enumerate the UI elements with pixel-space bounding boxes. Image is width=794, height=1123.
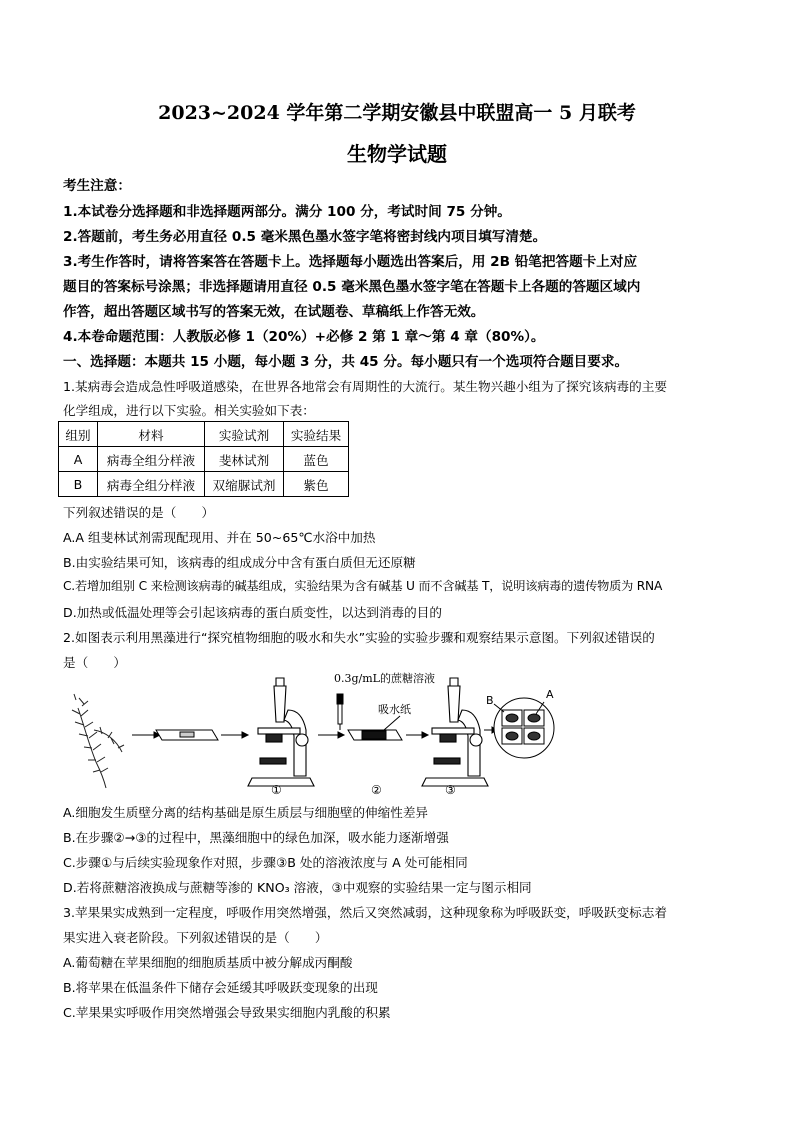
process-arrow: [318, 732, 344, 738]
table-cell: 双缩脲试剂: [205, 472, 284, 497]
q1-option-c: C.若增加组别 C 来检测该病毒的碱基组成，实验结果为含有碱基 U 而不含碱基 T，说明该病毒的遗传物质为 RNA: [63, 579, 663, 593]
process-arrow: [406, 732, 428, 738]
step-label-2: ②: [371, 783, 382, 796]
table-row: [59, 472, 349, 497]
notice-item: 2.答题前，考生务必用直径 0.5 毫米黑色墨水签字笔将密封线内项目填写清楚。: [63, 229, 547, 245]
table-header-row: [59, 422, 349, 447]
notice-heading: 考生注意：: [63, 178, 131, 194]
table-cell: 病毒全组分样液: [98, 472, 205, 497]
step-label-3: ③: [445, 783, 456, 796]
microscope-3-image: [422, 678, 488, 786]
table-header-cell: 实验结果: [284, 422, 349, 447]
absorbent-paper-label: 吸水纸: [378, 703, 411, 716]
q1-option-d: D.加热或低温处理等会引起该病毒的蛋白质变性，以达到消毒的目的: [63, 605, 442, 620]
notice-item: 3.考生作答时，请将答案答在答题卡上。选择题每小题选出答案后，用 2B 铅笔把答题卡上对应: [63, 254, 638, 270]
section-heading: 一、选择题：本题共 15 小题，每小题 3 分，共 45 分。每小题只有一个选项符合题目要求。: [63, 354, 629, 370]
table-cell: 蓝色: [284, 447, 349, 472]
q3-option-c: C.苹果果实呼吸作用突然增强会导致果实细胞内乳酸的积累: [63, 1005, 391, 1020]
microscope-slide-image: [156, 730, 218, 740]
q2-stem-line: 2.如图表示利用黑藻进行“探究植物细胞的吸水和失水”实验的实验步骤和观察结果示意图。下列叙述错误的: [63, 630, 655, 645]
slide-with-paper-image: [348, 730, 402, 740]
q2-option-b: B.在步骤②→③的过程中，黑藻细胞中的绿色加深，吸水能力逐渐增强: [63, 830, 449, 845]
q1-stem-line: 1.某病毒会造成急性呼吸道感染，在世界各地常会有周期性的大流行。某生物兴趣小组为了探究该病毒的主要: [63, 379, 667, 394]
notice-item: 4.本卷命题范围：人教版必修 1（20%）+必修 2 第 1 章～第 4 章（80%）。: [63, 329, 545, 345]
table-header-cell: 组别: [59, 422, 98, 447]
table-cell: A: [59, 447, 98, 472]
waterweed-plant-image: [72, 694, 124, 788]
cell-view-image: [494, 698, 554, 758]
sucrose-solution-label: 0.3g/mL的蔗糖溶液: [334, 672, 435, 685]
q1-option-a: A.A 组斐林试剂需现配现用、并在 50~65℃水浴中加热: [63, 530, 376, 545]
q3-stem-line: 3.苹果果实成熟到一定程度，呼吸作用突然增强，然后又突然减弱，这种现象称为呼吸跃变，呼吸跃变标志着: [63, 905, 667, 920]
table-cell: 病毒全组分样液: [98, 447, 205, 472]
q2-option-a: A.细胞发生质壁分离的结构基础是原生质层与细胞壁的伸缩性差异: [63, 805, 429, 820]
q2-option-c: C.步骤①与后续实验现象作对照，步骤③B 处的溶液浓度与 A 处可能相同: [63, 855, 468, 870]
q3-option-b: B.将苹果在低温条件下储存会延缓其呼吸跃变现象的出现: [63, 980, 378, 995]
process-arrow: [132, 732, 160, 738]
q3-stem-line: 果实进入衰老阶段。下列叙述错误的是（ ）: [63, 930, 328, 945]
table-cell: B: [59, 472, 98, 497]
exam-title: 2023~2024 学年第二学期安徽县中联盟高一 5 月联考: [158, 102, 636, 124]
q3-option-a: A.葡萄糖在苹果细胞的细胞质基质中被分解成丙酮酸: [63, 955, 353, 970]
cell-label-a: A: [546, 688, 554, 701]
q2-experiment-figure: [66, 670, 556, 796]
q2-stem-line: 是（ ）: [63, 655, 126, 670]
process-arrow: [221, 732, 248, 738]
cell-label-b: B: [486, 694, 494, 707]
q1-prompt: 下列叙述错误的是（ ）: [63, 505, 215, 520]
table-header-cell: 材料: [98, 422, 205, 447]
microscope-1-image: [248, 678, 314, 786]
q1-stem-line: 化学组成，进行以下实验。相关实验如下表：: [63, 403, 315, 418]
table-cell: 斐林试剂: [205, 447, 284, 472]
q1-experiment-table: [58, 421, 349, 497]
table-header-cell: 实验试剂: [205, 422, 284, 447]
step-label-1: ①: [271, 783, 282, 796]
q1-option-b: B.由实验结果可知，该病毒的组成成分中含有蛋白质但无还原糖: [63, 555, 416, 570]
notice-item: 作答，超出答题区域书写的答案无效，在试题卷、草稿纸上作答无效。: [63, 304, 485, 320]
dropper-image: [337, 694, 343, 730]
notice-item: 1.本试卷分选择题和非选择题两部分。满分 100 分，考试时间 75 分钟。: [63, 204, 511, 220]
table-row: [59, 447, 349, 472]
exam-subtitle: 生物学试题: [347, 142, 447, 166]
notice-item: 题目的答案标号涂黑；非选择题请用直径 0.5 毫米黑色墨水签字笔在答题卡上各题的答题区域内: [63, 279, 641, 295]
table-cell: 紫色: [284, 472, 349, 497]
q2-option-d: D.若将蔗糖溶液换成与蔗糖等渗的 KNO₃ 溶液，③中观察的实验结果一定与图示相同: [63, 880, 532, 895]
